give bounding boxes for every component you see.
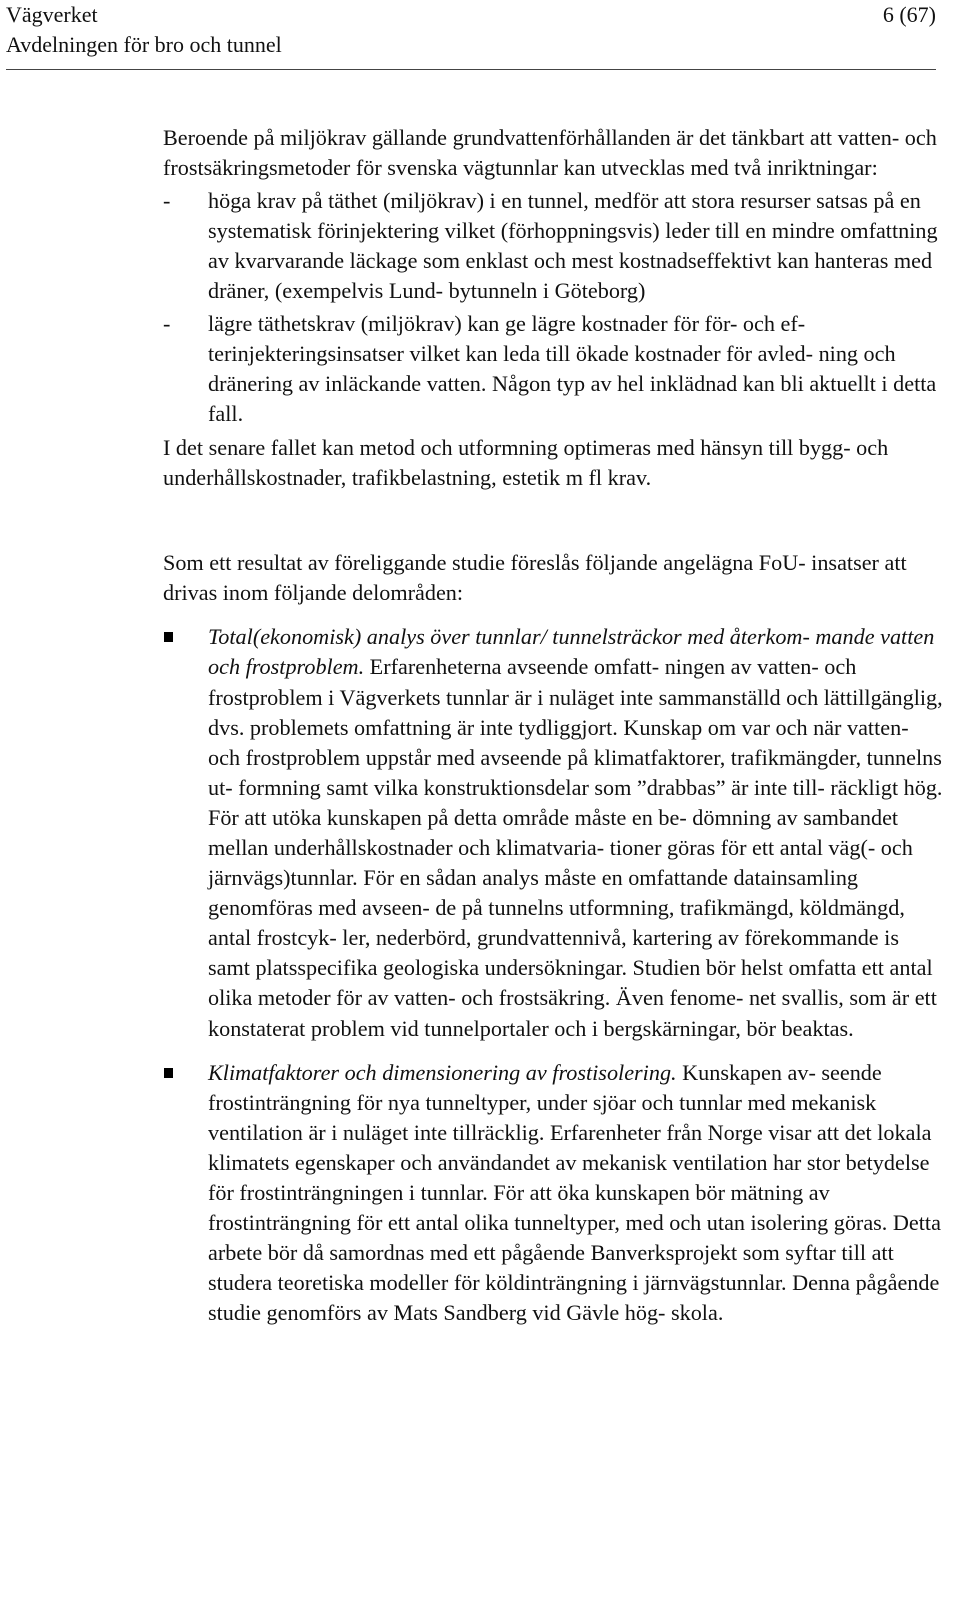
list-item [163, 1058, 943, 1329]
dash-marker: - [163, 188, 171, 214]
bullet-text: Erfarenheterna avseende omfatt- ningen av vatten- och frostproblem i Vägverkets tunnlar är i nuläget inte sammanställd och lättillgänglig, dvs. problemets omfattning är inte tydliggjort. Kunskap om var och när vatten- och frostproblem uppstår med avseende på klimatfaktorer, trafikmängder, tunnelns ut- formning samt vilka konstruktionsdelar som ”drabbas” är inte till- räckligt hög. För att utöka kunskapen på detta område måste en be- dömning av sambandet mellan underhållskostnader och klimatvaria- tioner göras för ett antal väg(- och järnvägs)tunnlar. För en sådan analys måste en omfattande datainsamling genomföras med avseen- de på tunnelns utformning, trafikmängd, köldmängd, antal frostcyk- ler, nederbörd, grundvattennivå, kartering av förekommande is samt platsspecifika geologiska undersökningar. Studien bör helst omfatta ett antal olika metoder för av vatten- och frostsäkring. Även fenome- net svallis, som är ett konstaterat problem vid tunnelportaler och i bergskärningar, bör beaktas. [208, 654, 943, 1041]
list-item [163, 309, 943, 429]
header-department: Avdelningen för bro och tunnel [6, 32, 282, 57]
list-item-text: höga krav på täthet (miljökrav) i en tunnel, medför att stora resurser satsas på en systematisk förinjektering vilket (förhoppningsvis) leder till en mindre omfattning av kvarvarande läckage som enklast och mest kostnadseffektivt kan hanteras med dräner, (exempelvis Lund- bytunneln i Göteborg) [208, 188, 938, 304]
list-item-text: lägre täthetskrav (miljökrav) kan ge lägre kostnader för för- och ef- terinjekteringsinsatser vilket kan leda till ökade kostnader för avled- ning och dränering av inläckande vatten. Någon typ av hel inklädnad kan bli aktuellt i detta fall. [208, 310, 937, 426]
header-divider [6, 69, 936, 70]
page-header [6, 0, 936, 60]
square-bullet-icon [164, 1068, 173, 1078]
page-number: 6 (67) [882, 2, 936, 27]
dash-marker: - [163, 310, 171, 336]
bullet-title: Klimatfaktorer och dimensionering av frostisolering. [208, 1059, 677, 1085]
list-item [163, 622, 943, 1043]
research-areas-list [163, 622, 943, 1328]
bullet-title: Total(ekonomisk) analys över tunnlar/ tunnelsträckor med återkom- mande vatten och frostproblem. [208, 624, 935, 680]
list-item [163, 186, 943, 306]
header-organization: Vägverket [6, 2, 98, 27]
page-body [163, 123, 943, 1328]
square-bullet-icon [164, 632, 173, 642]
proposal-intro-paragraph: Som ett resultat av föreliggande studie föreslås följande angelägna FoU- insatser att drivas inom följande delområden: [163, 550, 907, 606]
latter-case-paragraph: I det senare fallet kan metod och utformning optimeras med hänsyn till bygg- och underhållskostnader, trafikbelastning, estetik m fl krav. [163, 434, 889, 491]
bullet-text: Kunskapen av- seende frostinträngning för nya tunneltyper, under sjöar och tunnlar med mekanisk ventilation är i nuläget inte tillräcklig. Erfarenheter från Norge visar att det lokala klimatets egenskaper och användandet av mekanisk ventilation har stor betydelse för frostinträngningen i tunnlar. För att öka kunskapen bör mätning av frostinträngning för ett antal olika tunneltyper, med och utan isolering göras. Detta arbete bör då samordnas med ett pågående Banverksprojekt som syftar till att studera teoretiska modeller för köldinträngning i järnvägstunnlar. Denna pågående studie genomförs av Mats Sandberg vid Gävle hög- skola. [208, 1059, 941, 1326]
intro-paragraph: Beroende på miljökrav gällande grundvattenförhållanden är det tänkbart att vatten- och frostsäkringsmetoder för svenska vägtunnlar kan utvecklas med två inriktningar: [163, 125, 937, 181]
development-directions-list [163, 186, 943, 429]
